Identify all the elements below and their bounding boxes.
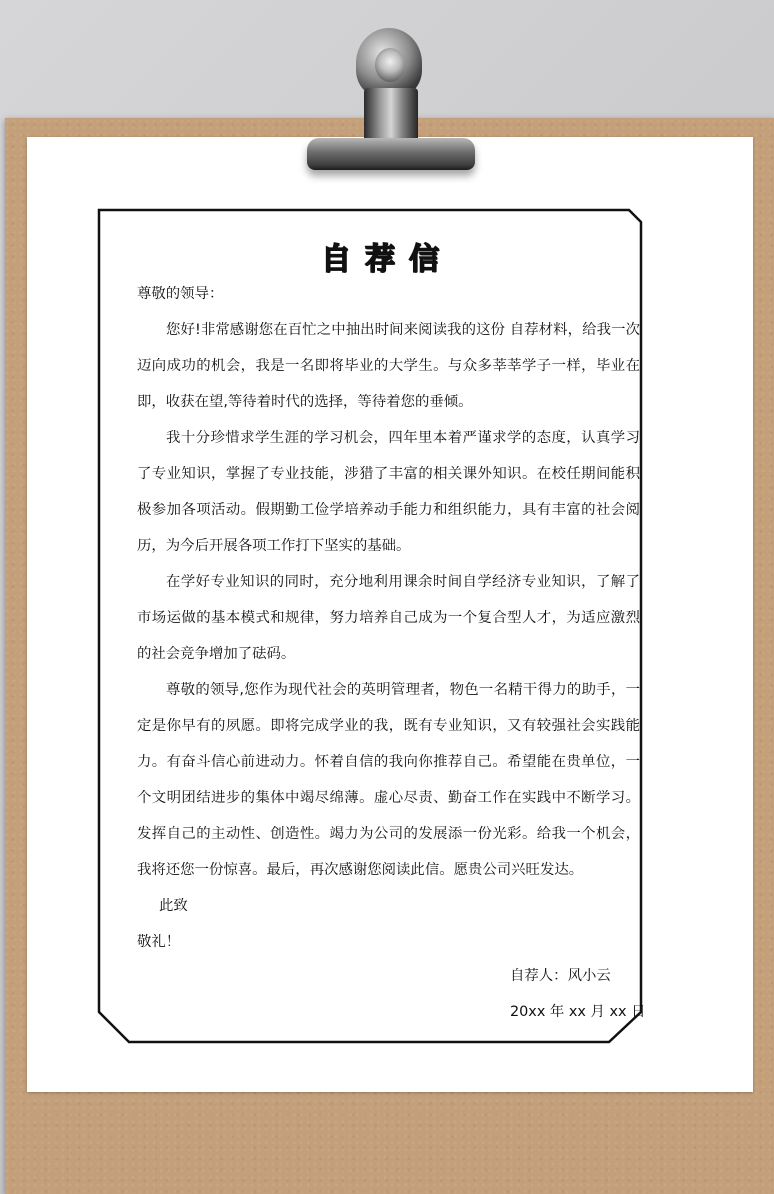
binder-clip-base [307, 138, 475, 170]
paragraph-1: 您好!非常感谢您在百忙之中抽出时间来阅读我的这份 自荐材料，给我一次迈向成功的机会，我是一名即将毕业的大学生。与众多莘莘学子一样，毕业在即，收获在望,等待着时代的选择，等待着您的垂倾。 [137, 322, 640, 410]
paragraph-2: 我十分珍惜求学生涯的学习机会，四年里本着严谨求学的态度，认真学习了专业知识，掌握了专业技能，涉猎了丰富的相关课外知识。在校任期间能积极参加各项活动。假期勤工俭学培养动手能力和组织能力，具有丰富的社会阅历，为今后开展各项工作打下坚实的基础。 [137, 430, 640, 554]
binder-clip-hole [375, 48, 405, 82]
signature: 自荐人：风小云 [510, 968, 611, 984]
letter-body [137, 276, 640, 960]
signature-block [510, 958, 645, 1030]
date: 20xx 年 xx 月 xx 日 [510, 1004, 646, 1020]
paragraph-3: 在学好专业知识的同时，充分地利用课余时间自学经济专业知识，了解了市场运做的基本模式和规律，努力培养自己成为一个复合型人才，为适应激烈的社会竞争增加了砝码。 [137, 574, 640, 662]
closing-line-2: 敬礼！ [137, 934, 181, 950]
letter-title: 自荐信 [321, 242, 453, 277]
paragraph-4: 尊敬的领导,您作为现代社会的英明管理者，物色一名精干得力的助手，一定是你早有的夙愿。即将完成学业的我，既有专业知识，又有较强社会实践能力。有奋斗信心前进动力。怀着自信的我向你推荐自己。希望能在贵单位，一个文明团结进步的集体中竭尽绵薄。虚心尽责、勤奋工作在实践中不断学习。发挥自己的主动性、创造性。竭力为公司的发展添一份光彩。给我一个机会，我将还您一份惊喜。最后，再次感谢您阅读此信。愿贵公司兴旺发达。 [137, 682, 640, 878]
closing-line-1: 此致 [159, 898, 188, 914]
salutation: 尊敬的领导： [137, 286, 224, 302]
